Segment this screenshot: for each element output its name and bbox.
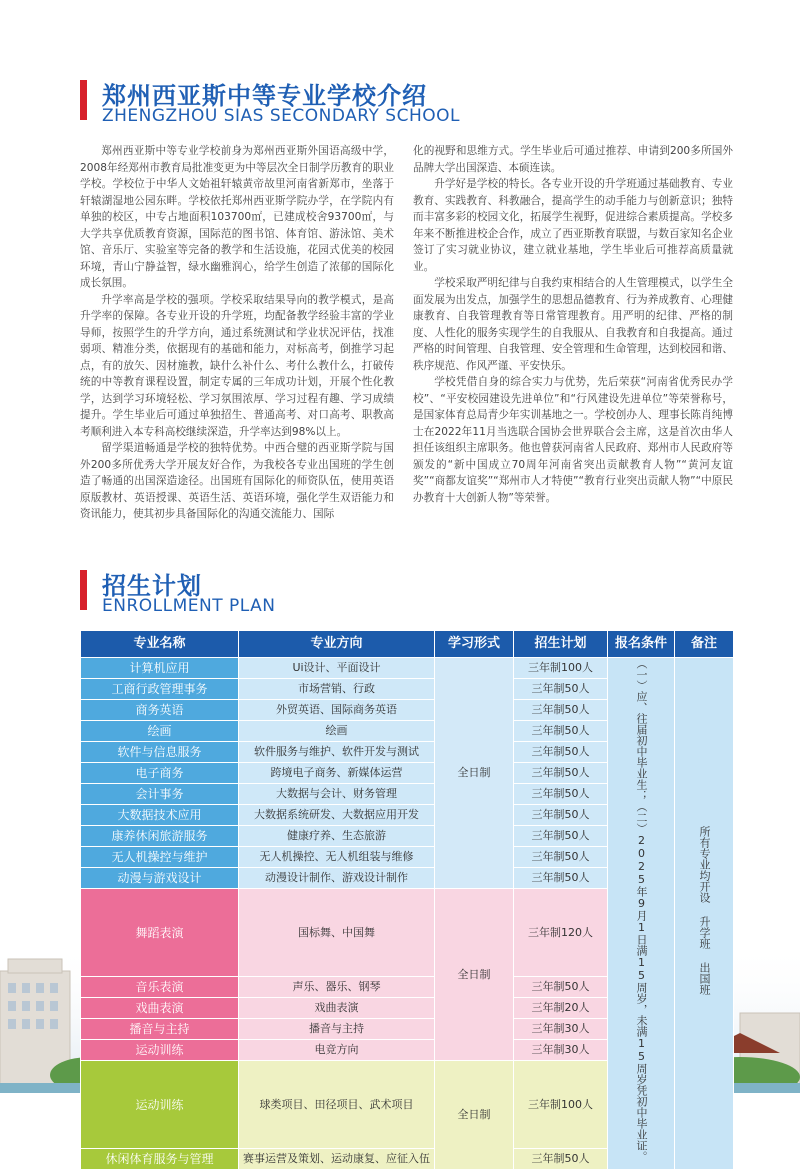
major-direction: 无人机操控、无人机组装与维修 [239,847,435,868]
column-header: 专业名称 [81,631,239,658]
column-header: 报名条件 [608,631,675,658]
enrollment-quota: 三年制50人 [514,784,608,805]
major-direction: 球类项目、田径项目、武术项目 [239,1061,435,1149]
study-mode: 全日制 [435,1061,514,1170]
major-direction: 大数据与会计、财务管理 [239,784,435,805]
study-mode: 全日制 [435,889,514,1061]
table-header-row [81,631,734,658]
enrollment-quota: 三年制100人 [514,658,608,679]
major-direction: 绘画 [239,721,435,742]
major-direction: 赛事运营及策划、运动康复、应征入伍 [239,1149,435,1170]
major-name: 音乐表演 [81,977,239,998]
major-name: 动漫与游戏设计 [81,868,239,889]
major-name: 软件与信息服务 [81,742,239,763]
major-direction: 市场营销、行政 [239,679,435,700]
enrollment-quota: 三年制120人 [514,889,608,977]
title-accent-bar [80,570,87,610]
enrollment-plan-table [80,630,734,1170]
major-name: 计算机应用 [81,658,239,679]
plan-title-cn: 招生计划 [102,572,202,600]
enrollment-quota: 三年制50人 [514,847,608,868]
enrollment-quota: 三年制50人 [514,1149,608,1170]
enrollment-quota: 三年制50人 [514,977,608,998]
major-direction: 戏曲表演 [239,998,435,1019]
enrollment-quota: 三年制50人 [514,742,608,763]
table-row [81,658,734,679]
major-direction: 大数据系统研发、大数据应用开发 [239,805,435,826]
major-direction: 声乐、器乐、钢琴 [239,977,435,998]
major-direction: 健康疗养、生态旅游 [239,826,435,847]
enrollment-quota: 三年制50人 [514,805,608,826]
enrollment-quota: 三年制50人 [514,868,608,889]
major-name: 大数据技术应用 [81,805,239,826]
enrollment-quota: 三年制50人 [514,700,608,721]
major-name: 绘画 [81,721,239,742]
major-name: 无人机操控与维护 [81,847,239,868]
intro-title-en: ZHENGZHOU SIAS SECONDARY SCHOOL [102,106,460,126]
intro-paragraph: 升学率高是学校的强项。学校采取结果导向的教学模式，是高升学率的保障。各专业开设的升学班，均配备教学经验丰富的学业导师，按照学生的升学方向，通过系统测试和学业状况评估，找准弱项、精准分类，依据现有的基础和能力，对标高考，倒推学习起点，有的放矢、因材施教，缺什么补什么、考什么教什么，打破传统的中等教育课程设置，制定专属的三年成功计划，开展个性化教学，达到学习环境轻松、学习氛围浓厚、学习过程有趣、学习成绩提升。学生毕业后可通过单独招生、普通高考、对口高考、职教高考顺利进入本专科高校继续深造，升学率达到98%以上。 [80,293,394,438]
enrollment-quota: 三年制100人 [514,1061,608,1149]
major-direction: 外贸英语、国际商务英语 [239,700,435,721]
enrollment-conditions: （一）应、往届初中毕业生；（二）2025年9月1日满15周岁，未满15周岁凭初中毕业证。 [635,658,648,1162]
major-name: 运动训练 [81,1061,239,1149]
major-direction: 动漫设计制作、游戏设计制作 [239,868,435,889]
major-name: 电子商务 [81,763,239,784]
intro-title-cn: 郑州西亚斯中等专业学校介绍 [102,82,427,110]
intro-paragraph: 学校采取严明纪律与自我约束相结合的人生管理模式，以学生全面发展为出发点，加强学生的思想品德教育、行为养成教育、心理健康教育、自我管理教育等日常管理教育。用严明的纪律、严格的制度、人性化的服务实现学生的自我服从、自我教育和自我提高。通过严格的时间管理、自我管理、安全管理和生命管理，达到校园和谐、秩序规范、作风严谨、平安快乐。 [413,277,733,372]
enrollment-quota: 三年制50人 [514,679,608,700]
major-name: 工商行政管理事务 [81,679,239,700]
major-name: 休闲体育服务与管理 [81,1149,239,1170]
enrollment-quota: 三年制30人 [514,1040,608,1061]
major-direction: 软件服务与维护、软件开发与测试 [239,742,435,763]
title-accent-bar [80,80,87,120]
intro-paragraph: 学校凭借自身的综合实力与优势，先后荣获“河南省优秀民办学校”、“平安校园建设先进单位”和“行风建设先进单位”等荣誉称号，是国家体育总局青少年实训基地之一。学校创办人、理事长陈肖纯博士在2022年11月当选联合国协会世界联合会主席，这是首次由华人担任该组织主席职务。他也曾获河南省人民政府、郑州市人民政府等颁发的“新中国成立70周年河南省突出贡献教育人物”“黄河友谊奖”“商都友谊奖”“郑州市人才特使”“教育行业突出贡献人物”“中原民办教育十大创新人物”等荣誉。 [413,376,733,504]
intro-paragraph: 化的视野和思维方式。学生毕业后可通过推荐、申请到200多所国外品牌大学出国深造、本硕连读。 [413,145,733,174]
enrollment-quota: 三年制20人 [514,998,608,1019]
major-name: 播音与主持 [81,1019,239,1040]
enrollment-quota: 三年制50人 [514,826,608,847]
enrollment-quota: 三年制50人 [514,763,608,784]
enrollment-quota: 三年制50人 [514,721,608,742]
major-direction: 播音与主持 [239,1019,435,1040]
major-name: 运动训练 [81,1040,239,1061]
intro-left-column [80,143,394,523]
plan-title-en: ENROLLMENT PLAN [102,596,276,616]
column-header: 备注 [675,631,734,658]
column-header: 学习形式 [435,631,514,658]
column-header: 专业方向 [239,631,435,658]
major-direction: 跨境电子商务、新媒体运营 [239,763,435,784]
major-name: 康养休闲旅游服务 [81,826,239,847]
intro-paragraph: 郑州西亚斯中等专业学校前身为郑州西亚斯外国语高级中学，2008年经郑州市教育局批准变更为中等层次全日制学历教育的职业学校。学校位于中华人文始祖轩辕黄帝故里河南省新郑市，坐落于轩辕湖湿地公园东畔。学校依托郑州西亚斯学院办学，在学院内有单独的校区，中专占地面积103700㎡，已建成校舍93700㎡，与大学共享优质教育资源，国际范的图书馆、体育馆、游泳馆、美术馆、音乐厅、实验室等完备的教学和生活设施，花园式优美的校园环境，青山宁静益智，绿水幽雅润心，给学生创造了浓郁的国际化成长氛围。 [80,145,394,289]
major-direction: 国标舞、中国舞 [239,889,435,977]
major-name: 戏曲表演 [81,998,239,1019]
column-header: 招生计划 [514,631,608,658]
remarks: 所有专业均开设 升学班 出国班 [698,825,711,995]
intro-paragraph: 留学渠道畅通是学校的独特优势。中西合璧的西亚斯学院与国外200多所优秀大学开展友好合作，为我校各专业出国班的学生创造了畅通的出国深造途径。出国班有国际化的师资队伍，使用英语原版教材、英语授课、英语生活、英语环境，强化学生双语能力和资讯能力，使其初步具备国际化的沟通交流能力、国际 [80,442,394,520]
major-name: 会计事务 [81,784,239,805]
major-direction: 电竞方向 [239,1040,435,1061]
major-name: 舞蹈表演 [81,889,239,977]
study-mode: 全日制 [435,658,514,889]
enrollment-quota: 三年制30人 [514,1019,608,1040]
intro-right-column [413,143,733,506]
major-direction: Ui设计、平面设计 [239,658,435,679]
intro-paragraph: 升学好是学校的特长。各专业开设的升学班通过基础教育、专业教育、实践教育、科教融合，提高学生的动手能力与创新意识；独特而丰富多彩的校园文化，拓展学生视野，促进综合素质提高。学校多年来不断推进校企合作，成立了西亚斯教育联盟，与数百家知名企业签订了实习就业协议，建立就业基地，学生毕业后可推荐高质量就业。 [413,178,733,273]
major-name: 商务英语 [81,700,239,721]
